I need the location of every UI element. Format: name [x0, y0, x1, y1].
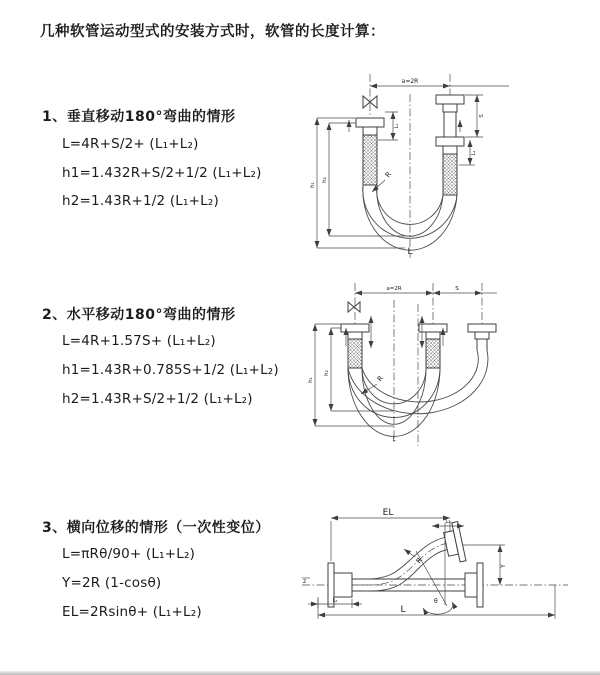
dim-label-h1: h₁: [310, 182, 316, 188]
section-1-heading: 1、垂直移动180°弯曲的情形: [42, 109, 236, 125]
section-1-formula-h1: h1=1.432R+S/2+1/2 (L₁+L₂): [62, 165, 262, 181]
dim-label-l: L: [407, 247, 413, 257]
section-1-formula-L: L=4R+S/2+ (L₁+L₂): [62, 136, 199, 152]
section-1-formula-h2: h2=1.43R+1/2 (L₁+L₂): [62, 193, 219, 209]
braided-hose-middle: [426, 339, 440, 368]
dim-label-h2: h₂: [324, 370, 330, 376]
dim-label-y: Y: [500, 564, 507, 568]
diagram-vertical-180-bend: [305, 70, 540, 260]
section-3-formula-EL: EL=2Rsinθ+ (L₁+L₂): [62, 604, 202, 620]
section-3-formula-L: L=πRθ/90+ (L₁+L₂): [62, 546, 196, 562]
section-2-formula-h1: h1=1.43R+0.785S+1/2 (L₁+L₂): [62, 362, 279, 378]
diagram-horizontal-180-bend: [305, 280, 545, 452]
angle-label-theta: θ: [434, 598, 438, 605]
scan-edge: [0, 671, 600, 675]
dim-label-el: EL: [382, 508, 394, 518]
braided-hose-left: [348, 339, 362, 368]
valve-icon: [348, 302, 360, 312]
braided-hose-left: [363, 135, 377, 185]
section-2-formula-h2: h2=1.43R+S/2+1/2 (L₁+L₂): [62, 391, 253, 407]
diagram-lateral-displacement: [300, 505, 580, 655]
dim-label-l2: L₂: [332, 598, 338, 604]
dim-label-l: L: [400, 605, 406, 615]
section-2-formula-L: L=4R+1.57S+ (L₁+L₂): [62, 333, 216, 349]
section-2-heading: 2、水平移动180°弯曲的情形: [42, 307, 236, 323]
dim-label-h2: h₂: [322, 177, 328, 183]
page-title: 几种软管运动型式的安装方式时，软管的长度计算：: [40, 24, 385, 40]
radius-label-r: R: [414, 556, 425, 566]
dim-label-a2r: a=2R: [401, 78, 419, 85]
radius-label-r: R: [383, 170, 394, 180]
dim-label-s: S: [455, 286, 459, 292]
radius-label-r: R: [375, 374, 386, 384]
dim-label-h1: h₁: [308, 377, 314, 383]
centerline-label-z: z: [303, 578, 307, 585]
braided-hose-right: [443, 154, 457, 195]
dim-label-s: S: [479, 114, 485, 118]
section-3-heading: 3、横向位移的情形（一次性变位）: [42, 520, 270, 536]
dim-label-l: L: [392, 437, 396, 443]
dim-label-a2r: a=2R: [386, 286, 402, 292]
section-3-formula-Y: Y=2R (1-cosθ): [62, 575, 162, 591]
dim-label-l1-left: L₁: [394, 123, 400, 129]
dim-label-l1: L₁: [445, 519, 451, 525]
dim-label-l1-right: L₁: [471, 150, 477, 156]
